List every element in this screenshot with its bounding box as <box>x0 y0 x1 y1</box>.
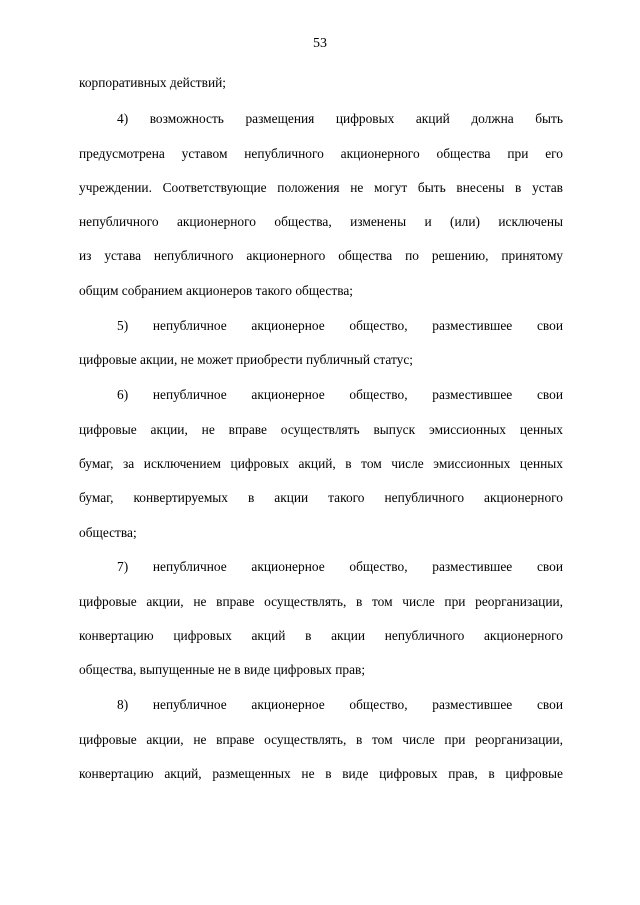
text-line-6: из устава непубличного акционерного общества по решению, принятому <box>79 248 563 263</box>
text-line-16: цифровые акции, не вправе осуществлять, в том числе при реорганизации, <box>79 594 563 609</box>
text-line-1: корпоративных действий; <box>79 75 227 90</box>
text-line-9: цифровые акции, не может приобрести публичный статус; <box>79 352 413 367</box>
text-line-13: бумаг, конвертируемых в акции такого непубличного акционерного <box>79 490 563 505</box>
text-line-8: 5) непубличное акционерное общество, разместившее свои <box>117 318 563 333</box>
text-line-14: общества; <box>79 525 137 540</box>
text-line-5: непубличного акционерного общества, изменены и (или) исключены <box>79 214 563 229</box>
text-line-10: 6) непубличное акционерное общество, разместившее свои <box>117 387 563 402</box>
text-line-19: 8) непубличное акционерное общество, разместившее свои <box>117 697 563 712</box>
text-line-15: 7) непубличное акционерное общество, разместившее свои <box>117 559 563 574</box>
text-line-2: 4) возможность размещения цифровых акций должна быть <box>117 111 563 126</box>
text-line-4: учреждении. Соответствующие положения не могут быть внесены в устав <box>79 180 563 195</box>
text-line-21: конвертацию акций, размещенных не в виде цифровых прав, в цифровые <box>79 766 563 781</box>
text-line-20: цифровые акции, не вправе осуществлять, в том числе при реорганизации, <box>79 732 563 747</box>
text-line-18: общества, выпущенные не в виде цифровых прав; <box>79 662 366 677</box>
page-number: 53 <box>313 36 327 51</box>
text-line-7: общим собранием акционеров такого общества; <box>79 283 354 298</box>
text-line-17: конвертацию цифровых акций в акции непубличного акционерного <box>79 628 563 643</box>
text-line-3: предусмотрена уставом непубличного акционерного общества при его <box>79 146 563 161</box>
text-line-11: цифровые акции, не вправе осуществлять выпуск эмиссионных ценных <box>79 422 563 437</box>
text-line-12: бумаг, за исключением цифровых акций, в том числе эмиссионных ценных <box>79 456 563 471</box>
